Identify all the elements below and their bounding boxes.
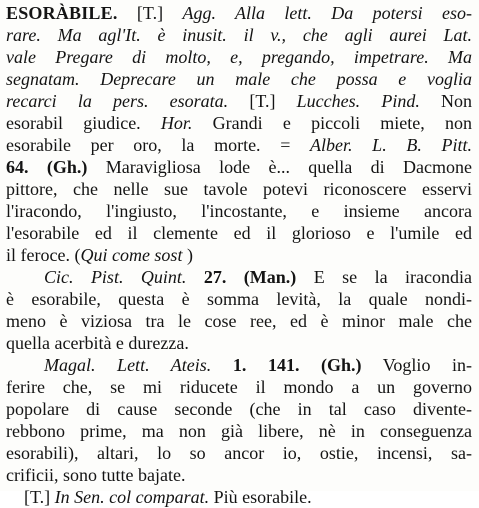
bold-segment: 64. (Gh.) — [6, 157, 88, 177]
citation-line-magalotti — [6, 354, 472, 376]
text-segment: [T.] — [117, 3, 183, 23]
entry-line — [6, 178, 472, 200]
text-segment: l'esorabile ed il clemente ed il glorioso e l'umile ed — [6, 223, 472, 243]
entry-line — [6, 112, 472, 134]
entry-line — [6, 464, 472, 486]
italic-segment: In Sen. col comparat. — [54, 487, 210, 507]
comparative-note-line — [6, 486, 472, 508]
entry-line — [6, 442, 472, 464]
italic-segment: rare. Ma agl'It. è inusit. il v., che agli aurei Lat. — [6, 25, 472, 45]
text-segment: crificii, sono tutte bajate. — [6, 465, 186, 485]
text-segment: Maravigliosa lode è... quella di Dacmone — [87, 157, 473, 177]
italic-segment: vale Pregare di molto, e, pregando, impetrare. Ma — [6, 47, 472, 67]
text-segment: quella acerbità e durezza. — [6, 333, 189, 353]
italic-segment: segnatam. Deprecare un male che possa e voglia — [6, 69, 472, 89]
entry-line — [6, 288, 472, 310]
entry-line — [6, 68, 472, 90]
entry-line — [6, 90, 472, 112]
bold-segment: 27. (Man.) — [186, 267, 297, 287]
entry-line — [6, 156, 472, 178]
text-segment: [T.] — [228, 91, 297, 111]
entry-line — [6, 376, 472, 398]
text-segment: Grandi e piccoli miete, non — [192, 113, 473, 133]
entry-line — [6, 2, 472, 24]
italic-segment: Qui come sost — [80, 245, 183, 265]
italic-segment: Cic. Pist. Quint. — [44, 267, 187, 287]
italic-segment: Lucches. Pind. — [296, 91, 420, 111]
italic-segment: Alber. L. B. Pitt. — [310, 135, 473, 155]
entry-line — [6, 398, 472, 420]
bold-segment: ESORÀBILE. — [6, 3, 118, 23]
entry-line — [6, 310, 472, 332]
text-segment: esorabile per oro, la morte. = — [6, 135, 311, 155]
italic-segment: recarci la pers. esorata. — [6, 91, 229, 111]
text-segment: il feroce. ( — [6, 245, 81, 265]
text-segment: [T.] — [24, 487, 55, 507]
entry-line — [6, 24, 472, 46]
text-segment: esorabil giudice. — [6, 113, 161, 133]
italic-segment: Agg. Alla lett. Da potersi eso- — [182, 3, 472, 23]
text-segment: ) — [182, 245, 193, 265]
entry-line — [6, 46, 472, 68]
text-segment: Più esorabile. — [209, 487, 312, 507]
text-segment: Non — [419, 91, 472, 111]
bold-segment: 1. 141. (Gh.) — [211, 355, 362, 375]
entry-line — [6, 200, 472, 222]
text-segment: rebbono prime, ma non già libere, nè in conseguenza — [6, 421, 472, 441]
dictionary-entry-esorabile — [6, 2, 472, 508]
text-segment: pittore, che nelle sue tavole potevi riconoscere esservi — [6, 179, 472, 199]
entry-line — [6, 332, 472, 354]
italic-segment: Hor. — [160, 113, 193, 133]
text-segment: l'iracondo, l'ingiusto, l'incostante, e insieme ancora — [6, 201, 472, 221]
entry-line — [6, 420, 472, 442]
text-segment: meno è viziosa tra le cose ree, ed è minor male che — [6, 311, 472, 331]
text-segment: è esorabile, questa è somma levità, la quale nondi- — [6, 289, 472, 309]
text-segment: Voglio in- — [361, 355, 473, 375]
italic-segment: Magal. Lett. Ateis. — [44, 355, 212, 375]
entry-line — [6, 134, 472, 156]
text-segment: esorabili), altari, lo so ancor io, ostie, incensi, sa- — [6, 443, 472, 463]
citation-line-cicero — [6, 266, 472, 288]
entry-line — [6, 244, 472, 266]
text-segment: popolare di cause seconde (che in tal caso divente- — [6, 399, 472, 419]
text-segment: ferire che, se mi riducete il mondo a un governo — [6, 377, 472, 397]
text-segment: E se la iracondia — [296, 267, 472, 287]
entry-line — [6, 222, 472, 244]
